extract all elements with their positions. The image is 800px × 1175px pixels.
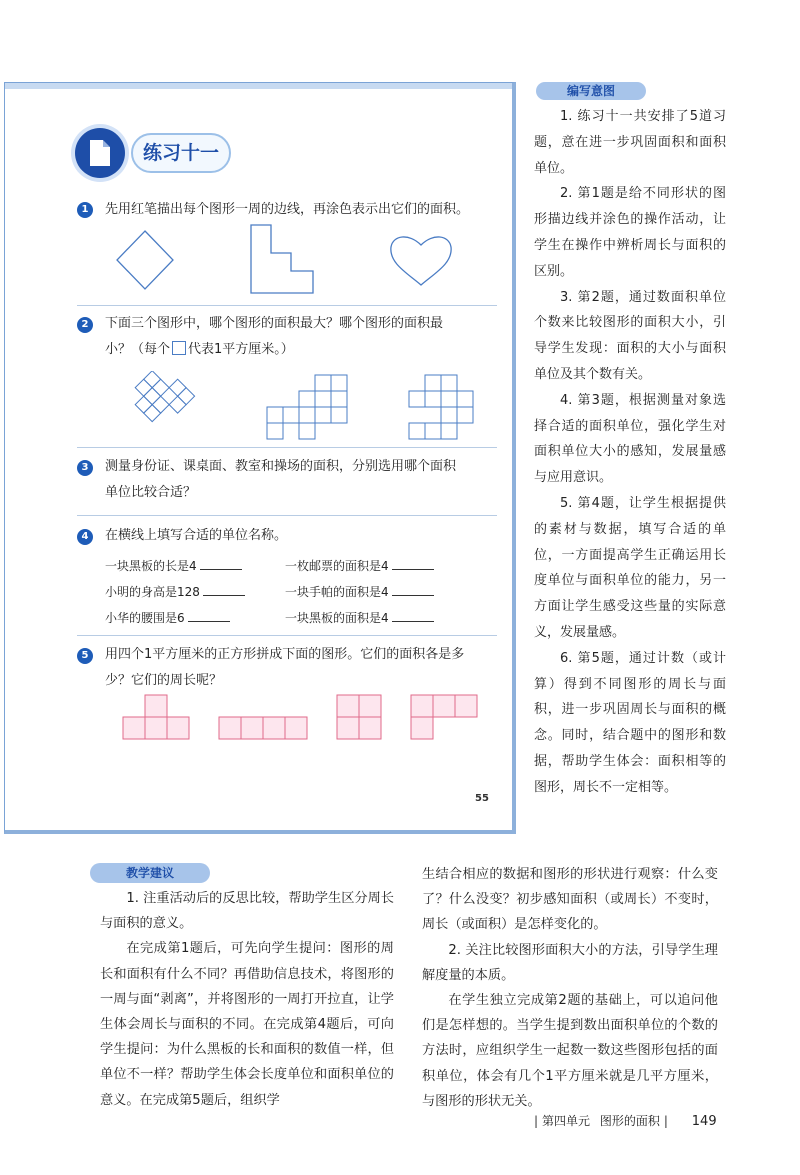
q1-shapes (105, 223, 465, 298)
sidebar-paragraph: 4. 第3题，根据测量对象选择合适的面积单位，强化学生对面积单位大小的感知，发展量感与应用意识。 (534, 392, 726, 486)
unit-square-icon (172, 341, 186, 355)
question-2-text-a: 下面三个图形中，哪个图形的面积最大？哪个图形的面积最 (105, 316, 444, 331)
sidebar-paragraph: 3. 第2题，通过数面积单位个数来比较图形的面积大小，引导学生发现：面积的大小与面积单位及其个数有关。 (534, 289, 726, 382)
l-tetromino-shape (411, 695, 477, 739)
page-footer: | 第四单元 图形的面积 | 149 (534, 1114, 717, 1129)
fill-item: 一块黑板的长是4 (105, 557, 242, 574)
footer-unit: 第四单元 (542, 1114, 591, 1128)
fill-item: 小华的腰围是6 (105, 609, 230, 626)
question-2-text-b: 小？（每个 代表1平方厘米。） (105, 342, 294, 357)
footer-chapter: 图形的面积 (599, 1114, 660, 1128)
rotated-grid-shape (127, 371, 195, 422)
answer-blank[interactable] (392, 610, 434, 622)
q2-grids (115, 371, 485, 441)
question-4-text: 在横线上填写合适的单位名称。 (105, 528, 288, 543)
question-3-text-b: 单位比较合适？ (105, 485, 197, 500)
suggestion-paragraph: 1. 注重活动后的反思比较，帮助学生区分周长与面积的意义。 (100, 891, 394, 932)
divider (77, 305, 497, 306)
answer-blank[interactable] (392, 558, 434, 570)
sidebar-paragraph: 1. 练习十一共安排了5道习题，意在进一步巩固面积和面积单位。 (534, 109, 726, 176)
question-number: 3 (77, 460, 93, 476)
question-5-text-b: 少？它们的周长呢？ (105, 673, 223, 688)
footer-page-number: 149 (691, 1114, 717, 1129)
sidebar-paragraph: 6. 第5题，通过计数（或计算）得到不同图形的周长与面积，进一步巩固周长与面积的概念。同时，结合题中的图形和数据，帮助学生体会：面积相等的图形，周长不一定相等。 (534, 650, 726, 795)
question-3-text-a: 测量身份证、课桌面、教室和操场的面积，分别选用哪个面积 (105, 459, 457, 474)
tetris-grid-shape (409, 375, 473, 439)
suggestions-left-column (100, 886, 394, 1113)
divider (77, 515, 497, 516)
sidebar-paragraph: 2. 第1题是给不同形状的图形描边线并涂色的操作活动，让学生在操作中辨析周长与面积的区别。 (534, 186, 726, 279)
fill-item: 小明的身高是128 (105, 583, 245, 600)
question-5-text-a: 用四个1平方厘米的正方形拼成下面的图形。它们的面积各是多 (105, 647, 465, 662)
sidebar-title: 编写意图 (536, 82, 646, 100)
answer-blank[interactable] (203, 584, 245, 596)
suggestion-paragraph: 在完成第1题后，可先向学生提问：图形的周长和面积有什么不同？再借助信息技术，将图形的一周与面“剥离”，并将图形的一周打开拉直，让学生体会周长与面积的不同。在完成第4题后，可向学生提问：为什么黑板的长和面积的数值一样，但单位不一样？帮助学生体会长度单位和面积单位的意义。在完成第5题后，组织学 (100, 941, 394, 1108)
divider (77, 447, 497, 448)
page-top-bar (5, 83, 512, 89)
sidebar-paragraph: 5. 第4题，让学生根据提供的素材与数据，填写合适的单位，一方面提高学生正确运用长度单位与面积单位的能力，另一方面让学生感受这些量的实际意义，发展量感。 (534, 495, 726, 640)
answer-blank[interactable] (188, 610, 230, 622)
question-number: 5 (77, 648, 93, 664)
question-number: 4 (77, 529, 93, 545)
answer-blank[interactable] (200, 558, 242, 570)
sidebar-text (534, 104, 726, 801)
suggestion-paragraph: 2. 关注比较图形面积大小的方法，引导学生理解度量的本质。 (422, 942, 718, 983)
t-shape (123, 695, 189, 739)
answer-blank[interactable] (392, 584, 434, 596)
inner-page-number: 55 (475, 793, 489, 804)
exercise-title: 练习十一 (131, 133, 231, 173)
q5-shapes (115, 693, 485, 745)
fill-item: 一枚邮票的面积是4 (285, 557, 434, 574)
l-shape (251, 225, 313, 293)
heart-shape (391, 237, 451, 285)
square-shape (337, 695, 381, 739)
straight-shape (219, 717, 307, 739)
question-number: 2 (77, 317, 93, 333)
suggestions-right-column (422, 862, 718, 1114)
question-1-text: 先用红笔描出每个图形一周的边线，再涂色表示出它们的面积。 (105, 202, 470, 217)
document-icon (75, 128, 125, 178)
suggestions-title: 教学建议 (90, 863, 210, 883)
suggestion-continuation: 生结合相应的数据和图形的形状进行观察：什么变了？什么没变？初步感知面积（或周长）不变时，周长（或面积）是怎样变化的。 (422, 867, 718, 933)
fill-item: 一块手帕的面积是4 (285, 583, 434, 600)
suggestion-paragraph: 在学生独立完成第2题的基础上，可以追问他们是怎样想的。当学生提到数出面积单位的个数的方法时，应组织学生一起数一数这些图形包括的面积单位，体会有几个1平方厘米就是几平方厘米，与图形的形状无关。 (422, 993, 718, 1109)
divider (77, 635, 497, 636)
textbook-page (4, 82, 516, 834)
cross-grid-shape (267, 375, 347, 439)
diamond-shape (117, 231, 173, 289)
fill-item: 一块黑板的面积是4 (285, 609, 434, 626)
question-number: 1 (77, 202, 93, 218)
